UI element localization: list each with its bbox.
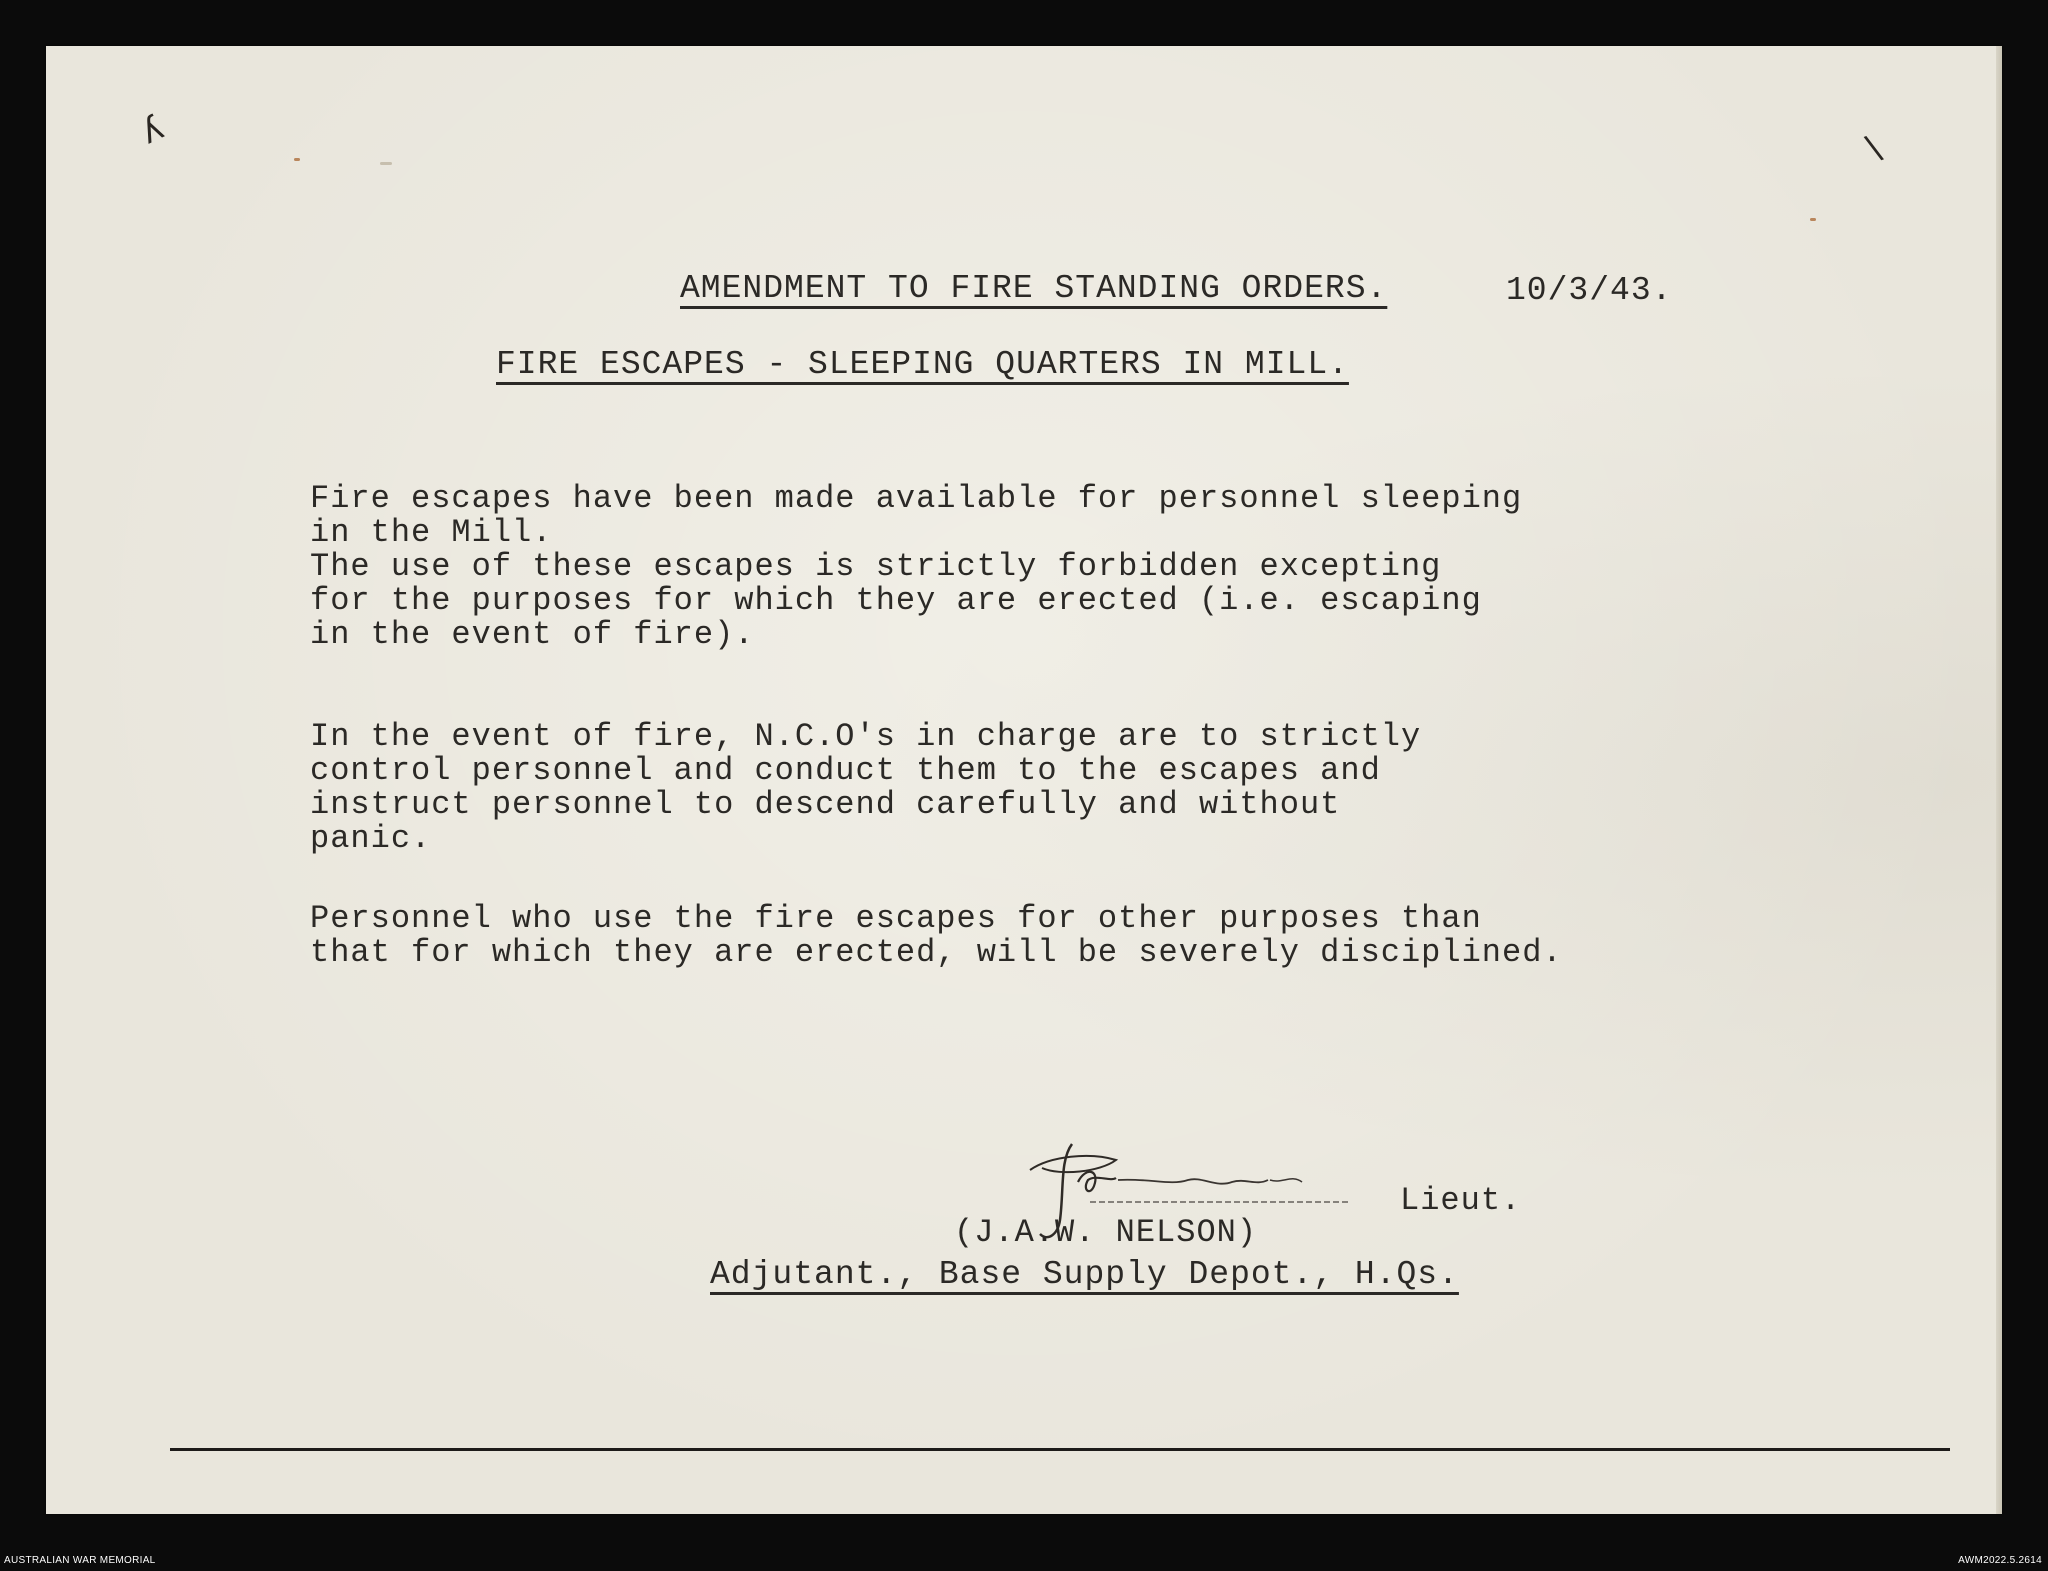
paragraph-discipline: Personnel who use the fire escapes for other purposes than that for which they are erected, will be severely disciplined. [310,900,1563,971]
paragraph-nco-instructions: In the event of fire, N.C.O's in charge are to strictly control personnel and conduct them to the escapes and instruct personnel to descend carefully and without panic. [310,718,1422,857]
footer-source-label: AUSTRALIAN WAR MEMORIAL [4,1555,156,1566]
document-date: 10/3/43. [1506,272,1673,309]
bottom-rule [170,1448,1950,1451]
document-title: AMENDMENT TO FIRE STANDING ORDERS. [680,270,1388,307]
stain-mark [380,162,392,165]
footer-accession-number: AWM2022.5.2614 [1958,1555,2042,1566]
document-subtitle: FIRE ESCAPES - SLEEPING QUARTERS IN MILL. [496,346,1349,383]
stain-mark [294,158,300,161]
page-mark: \ [1861,127,1886,169]
punch-hole-mark: ʎ [134,107,170,153]
signatory-position: Adjutant., Base Supply Depot., H.Qs. [710,1256,1459,1293]
stain-mark [1810,218,1816,221]
page-edge [1996,46,2002,1514]
paragraph-fire-escapes: Fire escapes have been made available for personnel sleeping in the Mill. The use of these escapes is strictly forbidden excepting for the purposes for which they are erected (i.e. escaping in the event of fire). [310,480,1523,653]
signatory-name: (J.A.W. NELSON) [954,1214,1258,1251]
signatory-rank: Lieut. [1400,1182,1522,1219]
